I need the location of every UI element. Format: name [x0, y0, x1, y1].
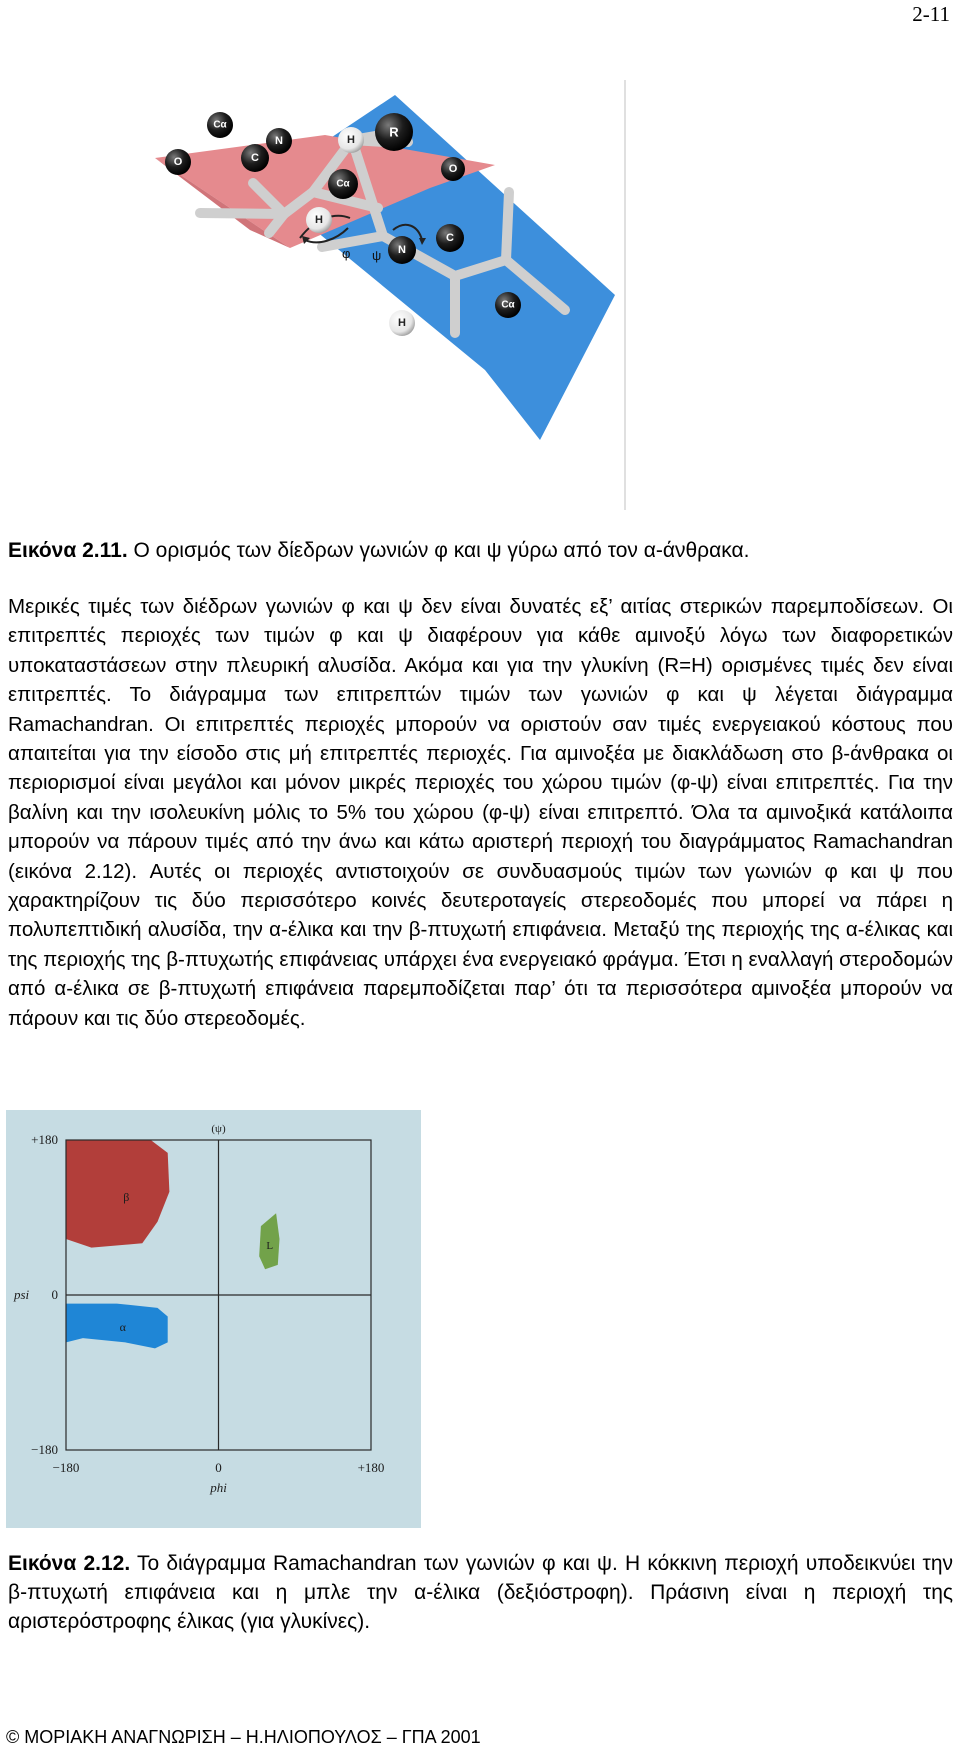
y-tick-label: −180	[31, 1442, 58, 1457]
atom-ca-center	[328, 169, 358, 199]
atom-h-left	[306, 207, 332, 233]
ramachandran-plot	[6, 1110, 421, 1528]
svg-text:C: C	[251, 152, 259, 164]
figure-2-11-caption	[8, 536, 953, 565]
caption-text: Το διάγραμμα Ramachandran των γωνιών φ και ψ. Η κόκκινη περιοχή υποδεικνύει την β-πτυχωτή επιφάνεια και η μπλε την α-έλικα (δεξιόστροφη). Πράσινη είναι η περιοχή της αριστερόστροφης έλικας (για γλυκίνες).	[8, 1552, 953, 1633]
body-paragraph: Μερικές τιμές των διέδρων γωνιών φ και ψ δεν είναι δυνατές εξ’ αιτίας στερικών παρεμποδίσεων. Οι επιτρεπτές περιοχές των τιμών φ και ψ διαφέρουν για κάθε αμινοξύ λόγω των διαφορετικών υποκαταστάσεων στην πλευρική αλυσίδα. Ακόμα και για την γλυκίνη (R=H) ορισμένες τιμές δεν είναι επιτρεπτές. Το διάγραμμα των επιτρεπτών τιμών των γωνιών φ και ψ λέγεται διάγραμμα Ramachandran. Οι επιτρεπτές περιοχές μπορούν να οριστούν σαν τιμές ενεργειακού κόστους που απαιτείται για την είσοδο στις μή επιτρεπτές περιοχές. Για αμινοξέα με διακλάδωση στο β-άνθρακα οι περιορισμοί είναι μεγάλοι και μόνον μικρές περιοχές του χώρου τιμών (φ-ψ) είναι επιτρεπτές. Για την βαλίνη και την ισολευκίνη μόλις το 5% του χώρου (φ-ψ) είναι επιτρεπτό. Όλα τα αμινοξικά κατάλοιπα μπορούν να πάρουν τιμές από την άνω και κάτω αριστερή περιοχή του διαγράμματος Ramachandran (εικόνα 2.12). Αυτές οι περιοχές αντιστοιχούν σε συνδυασμούς τιμών των γωνιών φ και ψ που χαρακτηρίζουν τις δύο περισσότερο κοινές δευτεροταγείς στερεοδομές που μπορεί να πάρει η πολυπεπτιδική αλυσίδα, την α-έλικα και την β-πτυχωτή επιφάνεια. Μεταξύ της περιοχής της α-έλικας και της περιοχής της β-πτυχωτής επιφάνειας υπάρχει ένα ενεργειακό φράγμα. Έτσι η εναλλαγή στεροδομών από α-έλικα σε β-πτυχωτή επιφάνεια παρεμποδίζεται παρ’ ότι τα περισσότερα αμινοξέα μπορούν να πάρουν και τις δύο στερεοδομές.	[8, 595, 953, 1030]
atom-h-bottom	[389, 310, 415, 336]
region-layer	[66, 1140, 280, 1348]
atom-c-left	[241, 144, 269, 172]
svg-text:H: H	[347, 134, 355, 146]
y-tick-label: +180	[31, 1132, 58, 1147]
atom-ca-right	[495, 292, 521, 318]
svg-text:H: H	[315, 214, 323, 226]
svg-text:Cα: Cα	[501, 299, 515, 311]
x-tick-label: +180	[357, 1460, 385, 1475]
atom-n-top	[266, 128, 292, 154]
region-beta-sheet	[66, 1140, 169, 1248]
atom-n-bottom	[388, 236, 416, 264]
ramachandran-svg	[6, 1110, 421, 1528]
atom-o-left	[165, 149, 191, 175]
figure-2-12-caption	[8, 1549, 953, 1636]
atom-r	[375, 113, 413, 151]
phi-label: φ	[342, 246, 351, 261]
caption-label: Εικόνα 2.11.	[8, 539, 128, 562]
region-alpha-helix	[66, 1304, 168, 1349]
dihedral-angles-svg	[60, 80, 630, 510]
caption-text: Ο ορισμός των δίεδρων γωνιών φ και ψ γύρω από τον α-άνθρακα.	[127, 539, 750, 562]
atom-c-right	[436, 224, 464, 252]
x-tick-label: 0	[215, 1460, 222, 1475]
x-axis-label: phi	[210, 1480, 227, 1495]
psi-label: ψ	[372, 248, 382, 263]
svg-text:O: O	[448, 163, 458, 175]
x-tick-label: −180	[52, 1460, 80, 1475]
dihedral-angles-figure	[60, 80, 630, 510]
svg-text:N: N	[275, 135, 283, 147]
atom-o-right	[441, 157, 465, 181]
y-axis-label: psi	[14, 1287, 30, 1302]
svg-text:H: H	[398, 317, 406, 329]
caption-label: Εικόνα 2.12.	[8, 1552, 131, 1575]
y-top-label: (ψ)	[211, 1123, 226, 1135]
page-number: 2-11	[912, 2, 950, 26]
footer: © ΜΟΡΙΑΚΗ ΑΝΑΓΝΩΡΙΣΗ – Η.ΗΛΙΟΠΟΥΛΟΣ – ΓΠΑ 2001	[6, 1727, 481, 1747]
region-label-left-helix: L	[266, 1239, 274, 1252]
atom-h-top	[338, 127, 364, 153]
atom-ca-left	[207, 112, 233, 138]
region-label-alpha: α	[119, 1320, 126, 1335]
svg-text:O: O	[173, 156, 183, 168]
svg-text:N: N	[398, 244, 406, 256]
region-label-beta: β	[123, 1190, 130, 1205]
y-tick-label: 0	[51, 1287, 58, 1302]
svg-text:Cα: Cα	[336, 178, 350, 190]
svg-text:Cα: Cα	[213, 119, 227, 131]
svg-text:C: C	[446, 232, 454, 244]
svg-text:R: R	[389, 124, 399, 140]
